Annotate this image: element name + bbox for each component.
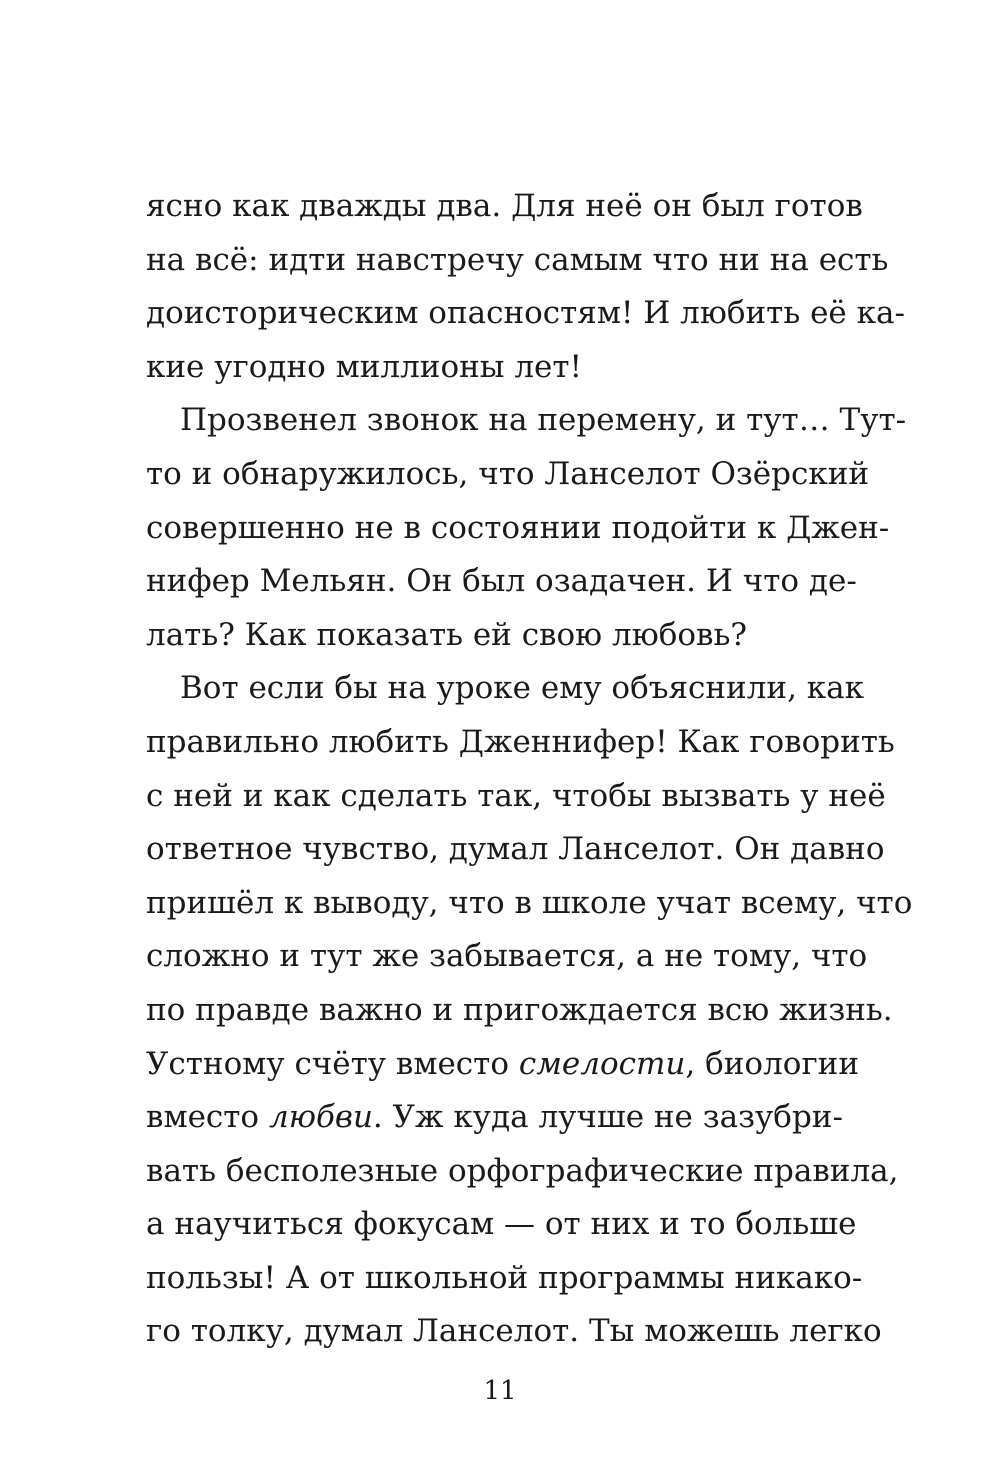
text-line: по правде важно и пригождается всю жизнь. bbox=[146, 991, 893, 1028]
text-line: Прозвенел звонок на перемену, и тут… Тут- bbox=[180, 402, 907, 439]
text-line: то и обнаружилось, что Ланселот Озёрский bbox=[146, 455, 870, 492]
text-line: лать? Как показать ей свою любовь? bbox=[146, 616, 747, 653]
text-line: вать бесполезные орфографические правила, bbox=[146, 1152, 899, 1189]
text-line: ясно как дважды два. Для неё он был готов bbox=[146, 188, 863, 224]
text-run: , биологии bbox=[685, 1045, 860, 1082]
text-line bbox=[146, 1038, 860, 1092]
text-line: го толку, думал Ланселот. Ты можешь легко bbox=[146, 1313, 882, 1350]
text-run: Устному счёту вместо bbox=[146, 1045, 519, 1082]
text-line: доисторическим опасностям! И любить её ка- bbox=[146, 295, 905, 332]
body-text bbox=[146, 180, 913, 1359]
text-line: а научиться фокусам — от них и то больше bbox=[146, 1206, 857, 1243]
text-line: с ней и как сделать так, чтобы вызвать у неё bbox=[146, 777, 886, 814]
text-line: правильно любить Дженнифер! Как говорить bbox=[146, 723, 895, 760]
italic-word: смелости bbox=[518, 1045, 686, 1082]
text-line: пришёл к выводу, что в школе учат всему, что bbox=[146, 884, 913, 921]
text-line: совершенно не в состоянии подойти к Джен- bbox=[146, 509, 890, 546]
text-run: . Уж куда лучше не зазубри- bbox=[372, 1099, 843, 1136]
text-line: ответное чувство, думал Ланселот. Он давно bbox=[146, 831, 885, 868]
text-line: пользы! А от школьной программы никако- bbox=[146, 1259, 863, 1296]
text-line: нифер Мельян. Он был озадачен. И что де- bbox=[146, 563, 857, 600]
text-run: вместо bbox=[146, 1099, 269, 1136]
page-number: 11 bbox=[483, 1376, 517, 1406]
text-line: сложно и тут же забывается, а не тому, что bbox=[146, 938, 868, 975]
text-line: Вот если бы на уроке ему объяснили, как bbox=[180, 670, 865, 707]
text-line: на всё: идти навстречу самым что ни на есть bbox=[146, 241, 889, 278]
text-line: кие угодно миллионы лет! bbox=[146, 348, 582, 385]
italic-word: любви bbox=[268, 1099, 373, 1136]
text-line bbox=[146, 1091, 843, 1145]
